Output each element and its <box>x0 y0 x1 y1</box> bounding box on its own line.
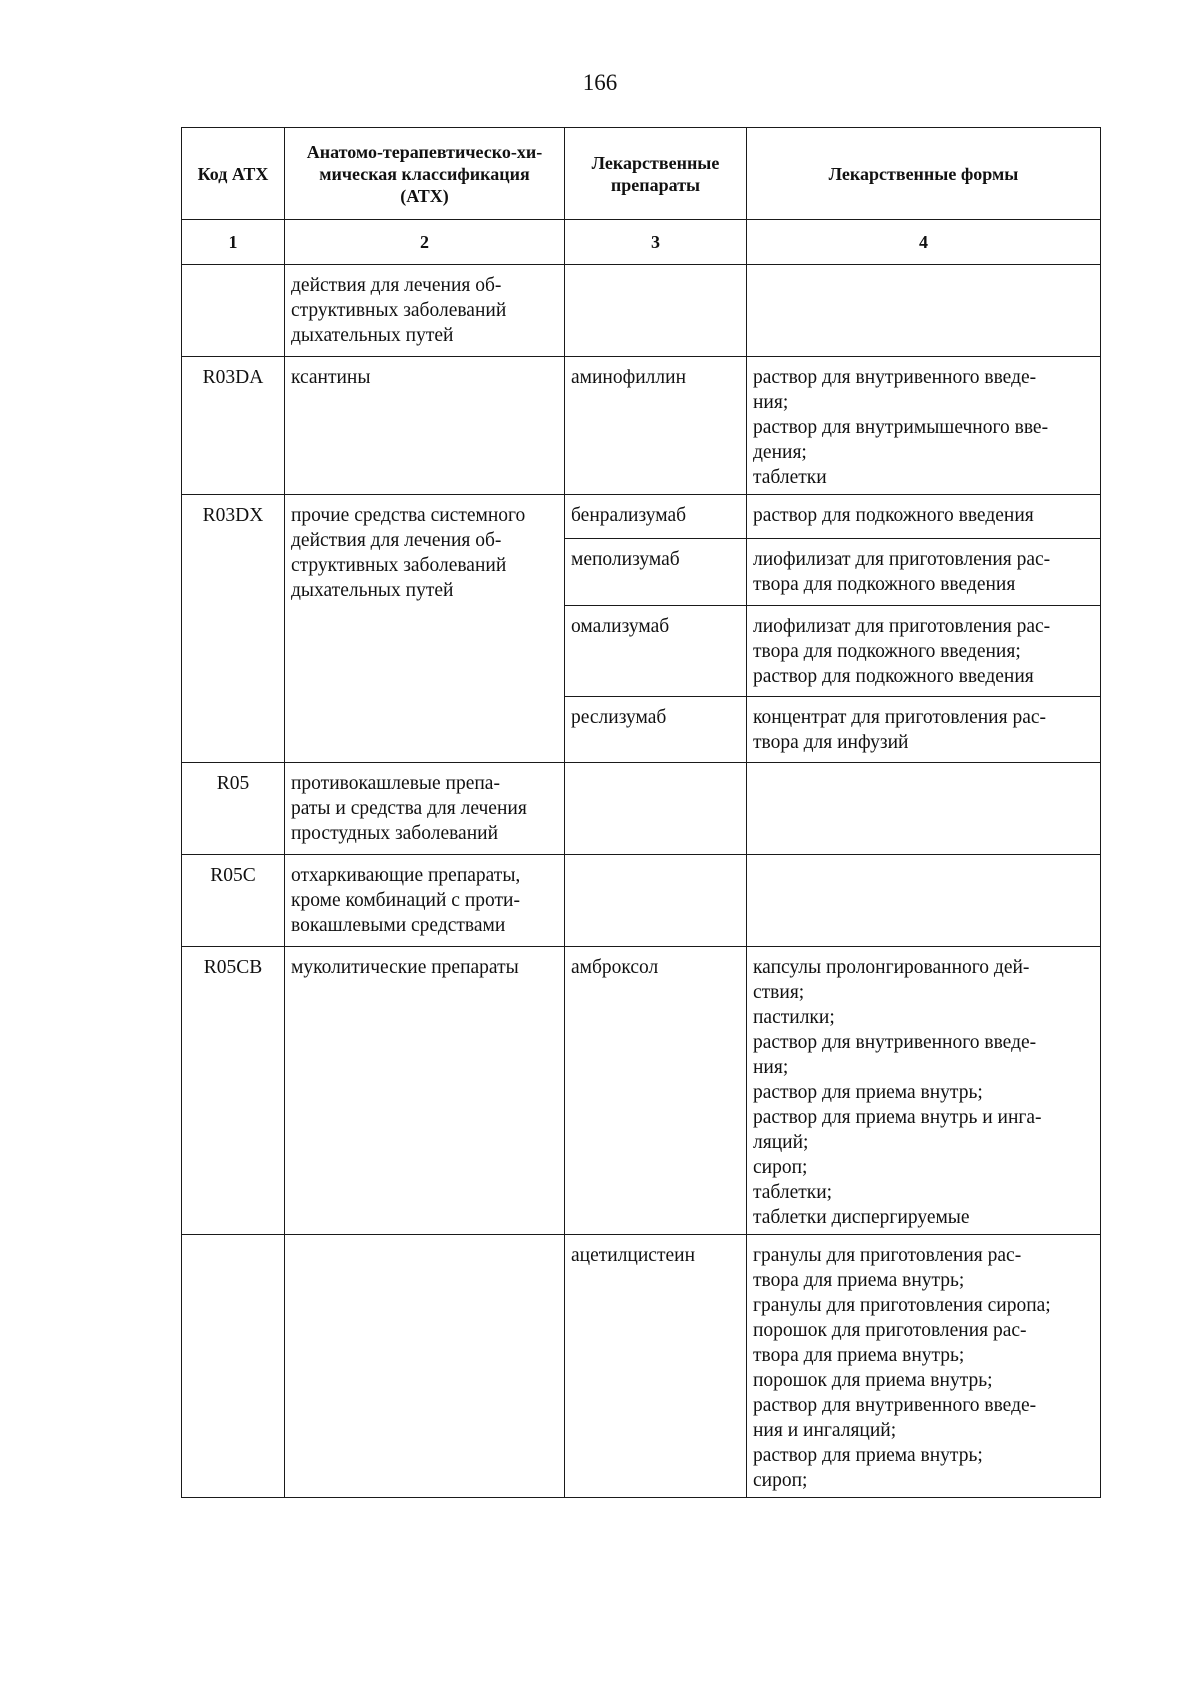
table-header-row <box>182 128 1101 220</box>
dosage-forms-cell <box>747 855 1101 947</box>
table-row <box>182 1235 1101 1498</box>
atx-code-cell: R05 <box>182 763 285 855</box>
drug-name-cell: меполизумаб <box>565 539 747 606</box>
dosage-form-line: таблетки <box>753 467 827 488</box>
classification-line: отхаркивающие препараты, <box>291 865 521 886</box>
header-drugs-line: препараты <box>610 174 701 195</box>
dosage-form-line: твора для приема внутрь; <box>753 1345 965 1366</box>
drug-name-cell: омализумаб <box>565 606 747 697</box>
table-row <box>182 763 1101 855</box>
header-drugs-line: Лекарственные <box>591 152 720 173</box>
dosage-form-line: ния и ингаляций; <box>753 1420 897 1441</box>
table-row <box>182 495 1101 539</box>
header-forms: Лекарственные формы <box>747 128 1101 220</box>
classification-line: структивных заболеваний <box>291 300 507 321</box>
dosage-form-line: раствор для приема внутрь; <box>753 1082 983 1103</box>
table-body <box>182 265 1101 1498</box>
dosage-form-line: раствор для внутримышечного вве- <box>753 417 1049 438</box>
dosage-form-line: ния; <box>753 392 789 413</box>
dosage-form-line: гранулы для приготовления рас- <box>753 1245 1022 1266</box>
classification-line: муколитические препараты <box>291 957 519 978</box>
atx-code-cell <box>182 1235 285 1498</box>
classification-line: противокашлевые препа- <box>291 773 500 794</box>
drug-name-cell: ацетилцистеин <box>565 1235 747 1498</box>
classification-line: раты и средства для лечения <box>291 798 527 819</box>
column-number: 2 <box>285 220 565 265</box>
atx-classification-cell <box>285 1235 565 1498</box>
dosage-forms-cell <box>747 357 1101 495</box>
atx-code-cell <box>182 265 285 357</box>
dosage-form-line: раствор для подкожного введения <box>753 505 1034 526</box>
dosage-form-line: лиофилизат для приготовления рас- <box>753 549 1051 570</box>
dosage-form-line: порошок для приготовления рас- <box>753 1320 1027 1341</box>
drug-name-cell: амброксол <box>565 947 747 1235</box>
atx-drug-table <box>181 127 1101 1498</box>
dosage-form-line: раствор для подкожного введения <box>753 666 1034 687</box>
atx-classification-cell <box>285 763 565 855</box>
dosage-forms-cell <box>747 606 1101 697</box>
atx-classification-cell <box>285 495 565 763</box>
classification-line: кроме комбинаций с проти- <box>291 890 520 911</box>
dosage-form-line: раствор для приема внутрь и инга- <box>753 1107 1042 1128</box>
table-row <box>182 357 1101 495</box>
dosage-form-line: ляций; <box>753 1132 809 1153</box>
classification-line: структивных заболеваний <box>291 555 507 576</box>
atx-classification-cell <box>285 947 565 1235</box>
dosage-form-line: раствор для приема внутрь; <box>753 1445 983 1466</box>
dosage-forms-cell <box>747 265 1101 357</box>
dosage-forms-cell <box>747 947 1101 1235</box>
table-row <box>182 947 1101 1235</box>
dosage-forms-cell <box>747 495 1101 539</box>
column-number: 3 <box>565 220 747 265</box>
atx-code-cell: R05CB <box>182 947 285 1235</box>
classification-line: дыхательных путей <box>291 325 454 346</box>
header-drugs <box>565 128 747 220</box>
dosage-form-line: гранулы для приготовления сиропа; <box>753 1295 1051 1316</box>
dosage-form-line: твора для подкожного введения; <box>753 641 1021 662</box>
drug-name-cell <box>565 763 747 855</box>
dosage-form-line: сироп; <box>753 1157 808 1178</box>
classification-line: прочие средства системного <box>291 505 526 526</box>
atx-classification-cell <box>285 265 565 357</box>
drug-name-cell: бенрализумаб <box>565 495 747 539</box>
atx-code-cell: R03DX <box>182 495 285 763</box>
classification-line: ксантины <box>291 367 371 388</box>
drug-name-cell <box>565 855 747 947</box>
header-classification-line: (АТХ) <box>400 185 449 206</box>
dosage-form-line: сироп; <box>753 1470 808 1491</box>
drug-name-cell: аминофиллин <box>565 357 747 495</box>
dosage-form-line: таблетки; <box>753 1182 833 1203</box>
page-number: 166 <box>582 70 618 95</box>
dosage-forms-cell <box>747 1235 1101 1498</box>
drug-name-cell: реслизумаб <box>565 697 747 763</box>
header-code: Код АТХ <box>182 128 285 220</box>
classification-line: дыхательных путей <box>291 580 454 601</box>
column-number-row <box>182 220 1101 265</box>
dosage-form-line: порошок для приема внутрь; <box>753 1370 993 1391</box>
atx-classification-cell <box>285 357 565 495</box>
dosage-form-line: капсулы пролонгированного дей- <box>753 957 1030 978</box>
dosage-form-line: раствор для внутривенного введе- <box>753 1395 1037 1416</box>
atx-code-cell: R03DA <box>182 357 285 495</box>
table-row <box>182 265 1101 357</box>
dosage-forms-cell <box>747 763 1101 855</box>
column-number: 1 <box>182 220 285 265</box>
classification-line: простудных заболеваний <box>291 823 499 844</box>
dosage-form-line: раствор для внутривенного введе- <box>753 1032 1037 1053</box>
dosage-form-line: таблетки диспергируемые <box>753 1207 970 1228</box>
header-classification <box>285 128 565 220</box>
column-number: 4 <box>747 220 1101 265</box>
table-row <box>182 855 1101 947</box>
dosage-forms-cell <box>747 697 1101 763</box>
dosage-form-line: твора для подкожного введения <box>753 574 1016 595</box>
dosage-form-line: ния; <box>753 1057 789 1078</box>
dosage-form-line: лиофилизат для приготовления рас- <box>753 616 1051 637</box>
classification-line: действия для лечения об- <box>291 275 502 296</box>
dosage-form-line: концентрат для приготовления рас- <box>753 707 1046 728</box>
classification-line: действия для лечения об- <box>291 530 502 551</box>
classification-line: вокашлевыми средствами <box>291 915 506 936</box>
dosage-form-line: твора для приема внутрь; <box>753 1270 965 1291</box>
dosage-form-line: дения; <box>753 442 807 463</box>
dosage-forms-cell <box>747 539 1101 606</box>
dosage-form-line: твора для инфузий <box>753 732 909 753</box>
header-classification-line: Анатомо-терапевтическо-хи- <box>306 141 543 162</box>
header-classification-line: мическая классификация <box>319 163 530 184</box>
drug-name-cell <box>565 265 747 357</box>
atx-classification-cell <box>285 855 565 947</box>
dosage-form-line: ствия; <box>753 982 805 1003</box>
atx-code-cell: R05C <box>182 855 285 947</box>
dosage-form-line: раствор для внутривенного введе- <box>753 367 1037 388</box>
dosage-form-line: пастилки; <box>753 1007 835 1028</box>
